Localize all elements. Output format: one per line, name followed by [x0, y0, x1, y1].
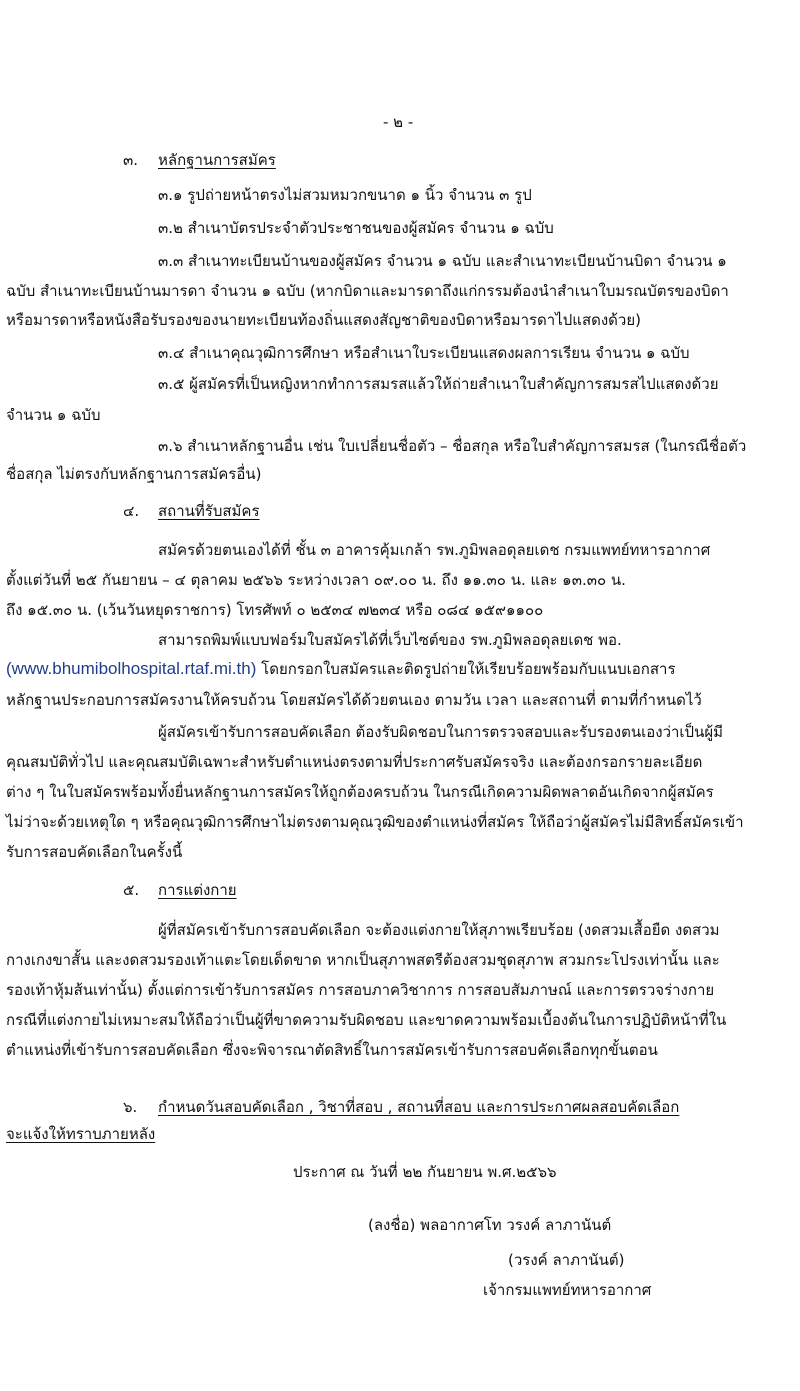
signatory-name: (วรงค์ ลาภานันต์) [508, 1251, 625, 1269]
section-4-heading: สถานที่รับสมัคร [158, 502, 260, 520]
section-3-item-3-line-1: ๓.๓ สำเนาทะเบียนบ้านของผู้สมัคร จำนวน ๑ ฉบับ และสำเนาทะเบียนบ้านบิดา จำนวน ๑ [158, 252, 727, 270]
section-3-item-2: ๓.๒ สำเนาบัตรประจำตัวประชาชนของผู้สมัคร จำนวน ๑ ฉบับ [158, 219, 554, 237]
section-4-para-3-line-2: คุณสมบัติทั่วไป และคุณสมบัติเฉพาะสำหรับตำแหน่งตรงตามที่ประกาศรับสมัครจริง และต้องกรอกรายละเอียด [6, 753, 703, 771]
section-3-item-1: ๓.๑ รูปถ่ายหน้าตรงไม่สวมหมวกขนาด ๑ นิ้ว จำนวน ๓ รูป [158, 186, 532, 204]
section-5-line-2: กางเกงขาสั้น และงดสวมรองเท้าแตะโดยเด็ดขาด หากเป็นสุภาพสตรีต้องสวมชุดสุภาพ สวมกระโปรงเท่านั้น และ [6, 951, 720, 969]
hospital-website-link[interactable]: (www.bhumibolhospital.rtaf.mi.th) [6, 659, 257, 678]
section-3-item-3-line-2: ฉบับ สำเนาทะเบียนบ้านมารดา จำนวน ๑ ฉบับ (หากบิดาและมารดาถึงแก่กรรมต้องนำสำเนาใบมรณบัตรของบิดา [6, 282, 729, 300]
announcement-date: ประกาศ ณ วันที่ ๒๒ กันยายน พ.ศ.๒๕๖๖ [293, 1163, 557, 1181]
section-6-number: ๖. [123, 1098, 138, 1116]
section-3-item-5-line-1: ๓.๕ ผู้สมัครที่เป็นหญิงหากทำการสมรสแล้วให้ถ่ายสำเนาใบสำคัญการสมรสไปแสดงด้วย [158, 375, 719, 393]
signature-signed-line: (ลงชื่อ) พลอากาศโท วรงค์ ลาภานันต์ [368, 1216, 612, 1234]
section-3-item-5-line-2: จำนวน ๑ ฉบับ [6, 406, 101, 424]
section-4-para-2-line-2-text: โดยกรอกใบสมัครและติดรูปถ่ายให้เรียบร้อยพร้อมกับแนบเอกสาร [256, 660, 676, 678]
section-4-para-3-line-4: ไม่ว่าจะด้วยเหตุใด ๆ หรือคุณวุฒิการศึกษาไม่ตรงตามคุณวุฒิของตำแหน่งที่สมัคร ให้ถือว่าผู้สมัครไม่มีสิทธิ์สมัครเข้า [6, 813, 744, 831]
section-4-para-1-line-2: ตั้งแต่วันที่ ๒๕ กันยายน – ๔ ตุลาคม ๒๕๖๖ ระหว่างเวลา ๐๙.๐๐ น. ถึง ๑๑.๓๐ น. และ ๑๓.๓๐ น. [6, 571, 626, 589]
section-3-heading: หลักฐานการสมัคร [158, 151, 276, 169]
section-4-para-3-line-1: ผู้สมัครเข้ารับการสอบคัดเลือก ต้องรับผิดชอบในการตรวจสอบและรับรองตนเองว่าเป็นผู้มี [158, 723, 723, 741]
section-5-number: ๕. [123, 881, 140, 899]
section-5-heading: การแต่งกาย [158, 881, 237, 899]
section-3-number: ๓. [123, 151, 139, 169]
section-5-line-4: กรณีที่แต่งกายไม่เหมาะสมให้ถือว่าเป็นผู้ที่ขาดความรับผิดชอบ และขาดความพร้อมเบื้องต้นในการปฏิบัติหน้าที่ใน [6, 1011, 727, 1029]
section-5-line-1: ผู้ที่สมัครเข้ารับการสอบคัดเลือก จะต้องแต่งกายให้สุภาพเรียบร้อย (งดสวมเสื้อยืด งดสวม [158, 921, 720, 939]
section-4-para-1-line-3: ถึง ๑๕.๓๐ น. (เว้นวันหยุดราชการ) โทรศัพท์ ๐ ๒๕๓๔ ๗๒๓๔ หรือ ๐๘๔ ๑๕๙๑๑๐๐ [6, 601, 544, 619]
section-5-line-3: รองเท้าหุ้มส้นเท่านั้น) ตั้งแต่การเข้ารับการสมัคร การสอบภาควิชาการ การสอบสัมภาษณ์ และการตรวจร่างกาย [6, 981, 715, 999]
section-4-para-2-line-2 [6, 659, 676, 679]
section-4-number: ๔. [123, 502, 140, 520]
section-4-para-1-line-1: สมัครด้วยตนเองได้ที่ ชั้น ๓ อาคารคุ้มเกล้า รพ.ภูมิพลอดุลยเดช กรมแพทย์ทหารอากาศ [158, 541, 711, 559]
section-3-item-6-line-1: ๓.๖ สำเนาหลักฐานอื่น เช่น ใบเปลี่ยนชื่อตัว – ชื่อสกุล หรือใบสำคัญการสมรส (ในกรณีชื่อตัว [158, 437, 747, 455]
section-4-para-3-line-5: รับการสอบคัดเลือกในครั้งนี้ [6, 843, 183, 861]
signatory-title: เจ้ากรมแพทย์ทหารอากาศ [483, 1281, 652, 1299]
section-4-para-2-line-1: สามารถพิมพ์แบบฟอร์มใบสมัครได้ที่เว็บไซต์ของ รพ.ภูมิพลอดุลยเดช พอ. [158, 631, 622, 649]
page-number: - ๒ - [383, 113, 414, 131]
section-3-item-3-line-3: หรือมารดาหรือหนังสือรับรองของนายทะเบียนท้องถิ่นแสดงสัญชาติของบิดาหรือมารดาไปแสดงด้วย) [6, 311, 641, 329]
section-3-item-4: ๓.๔ สำเนาคุณวุฒิการศึกษา หรือสำเนาใบระเบียนแสดงผลการเรียน จำนวน ๑ ฉบับ [158, 344, 690, 362]
section-6-heading-line-2: จะแจ้งให้ทราบภายหลัง [6, 1125, 156, 1143]
section-5-line-5: ตำแหน่งที่เข้ารับการสอบคัดเลือก ซึ่งจะพิจารณาตัดสิทธิ์ในการสมัครเข้ารับการสอบคัดเลือกทุกขั้นตอน [6, 1041, 658, 1059]
section-4-para-3-line-3: ต่าง ๆ ในใบสมัครพร้อมทั้งยื่นหลักฐานการสมัครให้ถูกต้องครบถ้วน ในกรณีเกิดความผิดพลาดอันเกิดจากผู้สมัคร [6, 783, 714, 801]
section-3-item-6-line-2: ชื่อสกุล ไม่ตรงกับหลักฐานการสมัครอื่น) [6, 465, 262, 483]
section-6-heading-line-1: กำหนดวันสอบคัดเลือก , วิชาที่สอบ , สถานที่สอบ และการประกาศผลสอบคัดเลือก [158, 1098, 680, 1116]
section-4-para-2-line-3: หลักฐานประกอบการสมัครงานให้ครบถ้วน โดยสมัครได้ด้วยตนเอง ตามวัน เวลา และสถานที่ ตามที่กำหนดไว้ [6, 691, 702, 709]
